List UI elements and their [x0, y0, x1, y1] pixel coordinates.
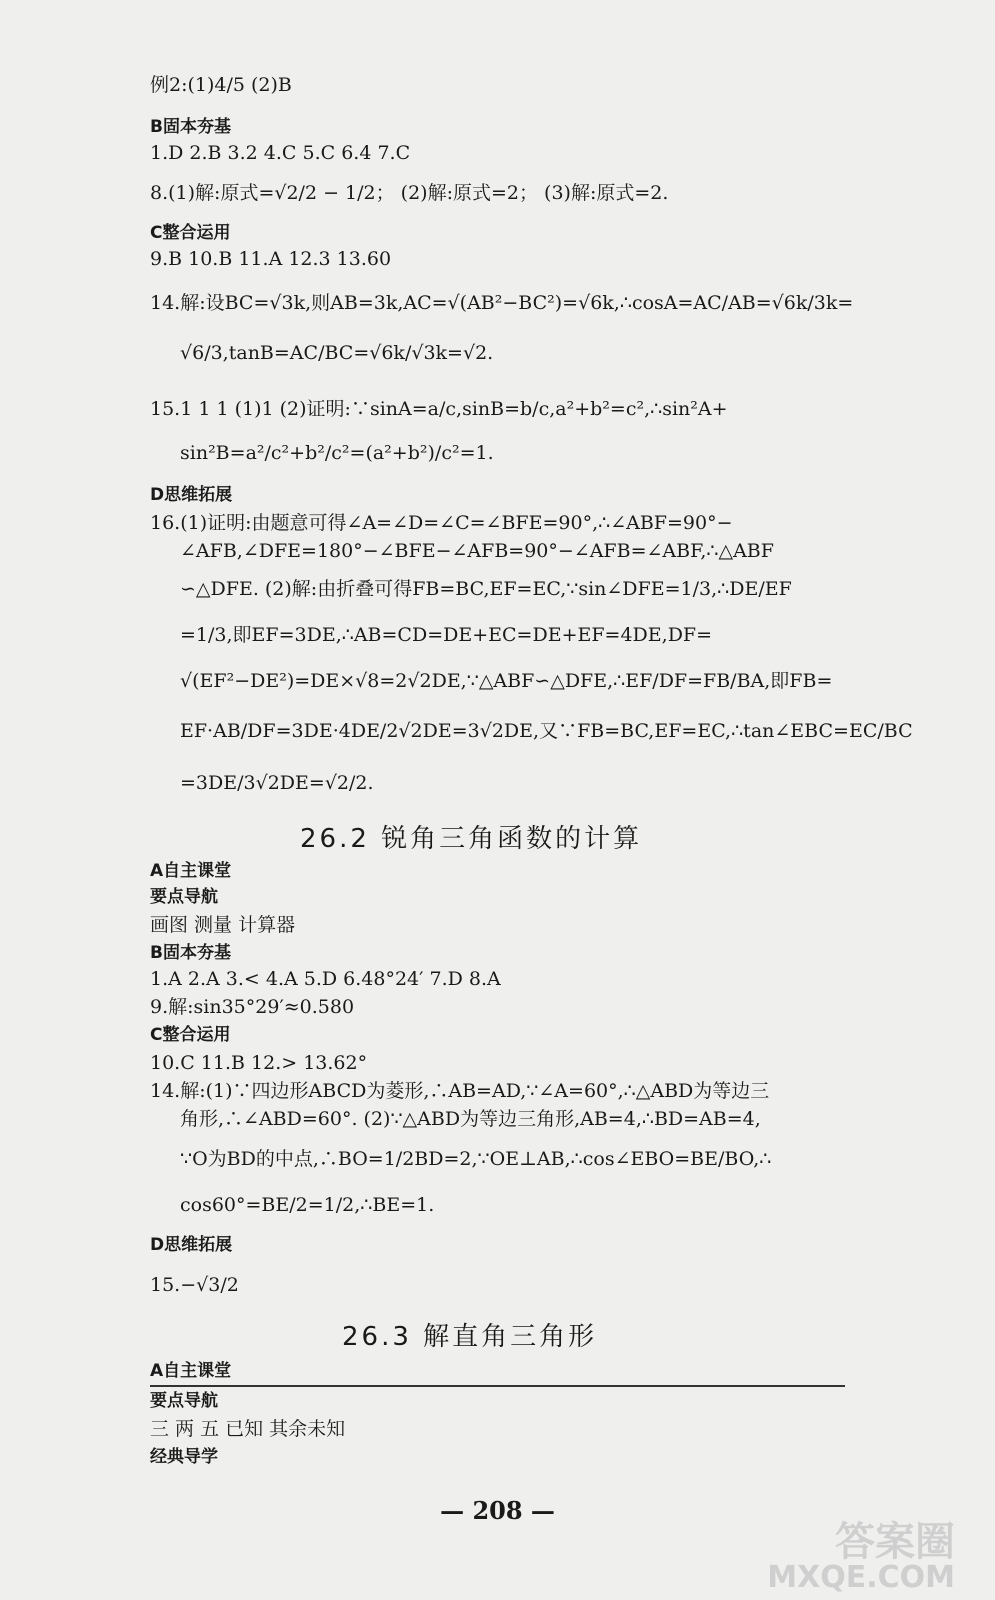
text-line: 14.解:设BC=√3k,则AB=3k,AC=√(AB²−BC²)=√6k,∴cosA=AC/AB=√6k/3k=	[150, 292, 854, 314]
section-heading: D思维拓展	[150, 485, 233, 505]
section-heading: D思维拓展	[150, 1235, 233, 1255]
text-line: 15.1 1 1 (1)1 (2)证明:∵sinA=a/c,sinB=b/c,a²+b²=c²,∴sin²A+	[150, 398, 728, 420]
section-heading: 经典导学	[150, 1447, 218, 1467]
section-heading: B固本夯基	[150, 117, 231, 137]
text-line: ∵O为BD的中点,∴BO=1/2BD=2,∵OE⊥AB,∴cos∠EBO=BE/BO,∴	[180, 1148, 772, 1170]
section-heading: B固本夯基	[150, 943, 231, 963]
section-heading: 要点导航	[150, 887, 218, 907]
text-line: 三 两 五 已知 其余未知	[150, 1418, 346, 1440]
text-line: 10.C 11.B 12.> 13.62°	[150, 1052, 368, 1074]
divider	[150, 1385, 845, 1387]
text-line: 角形,∴∠ABD=60°. (2)∵△ABD为等边三角形,AB=4,∴BD=AB=4,	[180, 1108, 761, 1130]
section-title: 26.2 锐角三角函数的计算	[300, 824, 643, 854]
watermark: 答案圈	[835, 1519, 955, 1565]
text-line: cos60°=BE/2=1/2,∴BE=1.	[180, 1194, 435, 1216]
text-line: =1/3,即EF=3DE,∴AB=CD=DE+EC=DE+EF=4DE,DF=	[180, 624, 713, 646]
watermark-url: MXQE.COM	[767, 1560, 955, 1595]
text-line: 1.A 2.A 3.< 4.A 5.D 6.48°24′ 7.D 8.A	[150, 968, 501, 990]
text-line: =3DE/3√2DE=√2/2.	[180, 772, 374, 794]
text-line: 14.解:(1)∵四边形ABCD为菱形,∴AB=AD,∵∠A=60°,∴△ABD为等边三	[150, 1080, 770, 1102]
section-title: 26.3 解直角三角形	[342, 1322, 598, 1352]
text-line: 1.D 2.B 3.2 4.C 5.C 6.4 7.C	[150, 142, 411, 164]
text-line: 8.(1)解:原式=√2/2 − 1/2； (2)解:原式=2； (3)解:原式=2.	[150, 182, 669, 204]
text-line: 9.解:sin35°29′≈0.580	[150, 996, 355, 1018]
text-line: √(EF²−DE²)=DE×√8=2√2DE,∵△ABF∽△DFE,∴EF/DF=FB/BA,即FB=	[180, 670, 833, 692]
text-line: 画图 测量 计算器	[150, 914, 296, 936]
section-heading: C整合运用	[150, 1025, 231, 1045]
text-line: 9.B 10.B 11.A 12.3 13.60	[150, 248, 392, 270]
section-heading: C整合运用	[150, 223, 231, 243]
section-heading: A自主课堂	[150, 861, 232, 881]
page-number: — 208 —	[440, 1496, 555, 1525]
text-line: 16.(1)证明:由题意可得∠A=∠D=∠C=∠BFE=90°,∴∠ABF=90°−	[150, 512, 733, 534]
text-line: sin²B=a²/c²+b²/c²=(a²+b²)/c²=1.	[180, 442, 494, 464]
text-line: ∽△DFE. (2)解:由折叠可得FB=BC,EF=EC,∵sin∠DFE=1/3,∴DE/EF	[180, 578, 792, 600]
text-line: EF·AB/DF=3DE·4DE/2√2DE=3√2DE,又∵FB=BC,EF=EC,∴tan∠EBC=EC/BC	[180, 720, 913, 742]
text-line: 15.−√3/2	[150, 1274, 239, 1296]
section-heading: A自主课堂	[150, 1361, 232, 1381]
section-heading: 要点导航	[150, 1391, 218, 1411]
text-line: √6/3,tanB=AC/BC=√6k/√3k=√2.	[180, 342, 494, 364]
text-line: ∠AFB,∠DFE=180°−∠BFE−∠AFB=90°−∠AFB=∠ABF,∴△ABF	[180, 540, 774, 562]
text-line: 例2:(1)4/5 (2)B	[150, 74, 292, 96]
